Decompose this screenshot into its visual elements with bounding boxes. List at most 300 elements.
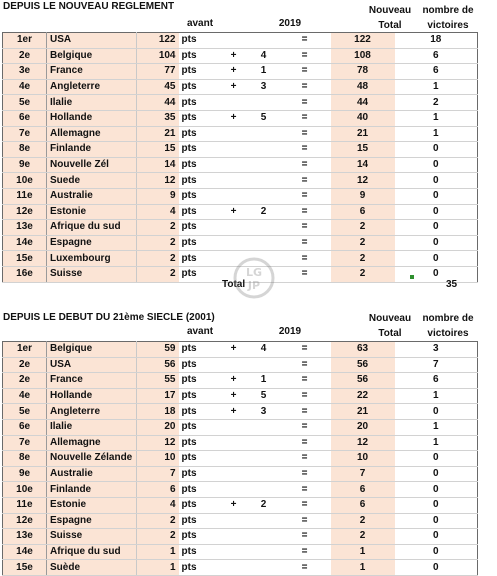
victories-cell: 0 bbox=[395, 451, 478, 467]
cell-marker bbox=[410, 275, 414, 279]
country-cell: Allemagne bbox=[47, 126, 137, 142]
country-cell: Finlande bbox=[47, 142, 137, 158]
new-total-cell: 2 bbox=[331, 220, 395, 236]
rank-cell: 15e bbox=[3, 560, 47, 576]
country-cell: Hollande bbox=[47, 388, 137, 404]
victories-cell: 0 bbox=[395, 529, 478, 545]
country-cell: USA bbox=[47, 33, 137, 49]
table-row bbox=[3, 95, 478, 111]
equals-sign-cell: = bbox=[279, 188, 331, 204]
avant-points-cell: 77 bbox=[137, 64, 179, 80]
equals-sign-cell: = bbox=[279, 466, 331, 482]
country-cell: Suède bbox=[47, 560, 137, 576]
equals-sign-cell: = bbox=[279, 33, 331, 49]
victories-cell: 0 bbox=[395, 544, 478, 560]
equals-sign-cell: = bbox=[279, 482, 331, 498]
points-2019-cell bbox=[249, 435, 279, 451]
total-label: Total bbox=[222, 279, 246, 290]
rank-cell: 2e bbox=[3, 48, 47, 64]
plus-sign-cell: + bbox=[219, 48, 249, 64]
victories-cell: 7 bbox=[395, 357, 478, 373]
plus-sign-cell bbox=[219, 33, 249, 49]
new-total-cell: 22 bbox=[331, 388, 395, 404]
new-total-cell: 63 bbox=[331, 342, 395, 358]
pts-unit-cell: pts bbox=[179, 435, 219, 451]
table-row bbox=[3, 142, 478, 158]
equals-sign-cell: = bbox=[279, 560, 331, 576]
pts-unit-cell: pts bbox=[179, 466, 219, 482]
new-total-cell: 1 bbox=[331, 544, 395, 560]
avant-points-cell: 2 bbox=[137, 266, 179, 282]
rank-cell: 2e bbox=[3, 373, 47, 389]
pts-unit-cell: pts bbox=[179, 142, 219, 158]
victories-cell: 0 bbox=[395, 142, 478, 158]
table-row bbox=[3, 79, 478, 95]
pts-unit-cell: pts bbox=[179, 497, 219, 513]
new-total-cell: 48 bbox=[331, 79, 395, 95]
avant-points-cell: 4 bbox=[137, 497, 179, 513]
points-2019-cell bbox=[249, 188, 279, 204]
ranking-table-21st-century bbox=[2, 341, 478, 576]
new-total-cell: 44 bbox=[331, 95, 395, 111]
avant-points-cell: 12 bbox=[137, 435, 179, 451]
country-cell: Angleterre bbox=[47, 404, 137, 420]
table-row bbox=[3, 33, 478, 49]
equals-sign-cell: = bbox=[279, 342, 331, 358]
victories-cell: 6 bbox=[395, 48, 478, 64]
equals-sign-cell: = bbox=[279, 497, 331, 513]
plus-sign-cell: + bbox=[219, 204, 249, 220]
avant-points-cell: 104 bbox=[137, 48, 179, 64]
avant-points-cell: 35 bbox=[137, 110, 179, 126]
avant-points-cell: 17 bbox=[137, 388, 179, 404]
equals-sign-cell: = bbox=[279, 513, 331, 529]
points-2019-cell bbox=[249, 142, 279, 158]
avant-points-cell: 10 bbox=[137, 451, 179, 467]
ranking-table-new-rules bbox=[2, 32, 478, 283]
rank-cell: 3e bbox=[3, 64, 47, 80]
country-cell: Allemagne bbox=[47, 435, 137, 451]
new-total-cell: 6 bbox=[331, 497, 395, 513]
avant-points-cell: 12 bbox=[137, 173, 179, 189]
points-2019-cell bbox=[249, 157, 279, 173]
table-row bbox=[3, 64, 478, 80]
rank-cell: 11e bbox=[3, 497, 47, 513]
rank-cell: 13e bbox=[3, 220, 47, 236]
avant-points-cell: 4 bbox=[137, 204, 179, 220]
rank-cell: 6e bbox=[3, 419, 47, 435]
rank-cell: 1er bbox=[3, 33, 47, 49]
points-2019-cell bbox=[249, 544, 279, 560]
pts-unit-cell: pts bbox=[179, 220, 219, 236]
plus-sign-cell bbox=[219, 419, 249, 435]
points-2019-cell: 1 bbox=[249, 373, 279, 389]
table-row bbox=[3, 373, 478, 389]
pts-unit-cell: pts bbox=[179, 79, 219, 95]
avant-points-cell: 2 bbox=[137, 513, 179, 529]
new-total-cell: 9 bbox=[331, 188, 395, 204]
table-row bbox=[3, 513, 478, 529]
plus-sign-cell bbox=[219, 451, 249, 467]
victories-cell: 0 bbox=[395, 497, 478, 513]
new-total-cell: 21 bbox=[331, 126, 395, 142]
plus-sign-cell bbox=[219, 513, 249, 529]
victories-cell: 1 bbox=[395, 126, 478, 142]
plus-sign-cell bbox=[219, 95, 249, 111]
avant-points-cell: 6 bbox=[137, 482, 179, 498]
avant-points-cell: 18 bbox=[137, 404, 179, 420]
rank-cell: 5e bbox=[3, 404, 47, 420]
svg-text:LG: LG bbox=[245, 266, 263, 279]
plus-sign-cell bbox=[219, 544, 249, 560]
table-row bbox=[3, 529, 478, 545]
plus-sign-cell: + bbox=[219, 373, 249, 389]
victories-cell: 2 bbox=[395, 95, 478, 111]
pts-unit-cell: pts bbox=[179, 451, 219, 467]
plus-sign-cell bbox=[219, 126, 249, 142]
table-row bbox=[3, 404, 478, 420]
rank-cell: 2e bbox=[3, 357, 47, 373]
pts-unit-cell: pts bbox=[179, 204, 219, 220]
equals-sign-cell: = bbox=[279, 451, 331, 467]
table-row bbox=[3, 451, 478, 467]
section-title: DEPUIS LE DEBUT DU 21ème SIECLE (2001) bbox=[3, 312, 215, 323]
points-2019-cell bbox=[249, 235, 279, 251]
new-total-cell: 6 bbox=[331, 482, 395, 498]
pts-unit-cell: pts bbox=[179, 342, 219, 358]
plus-sign-cell: + bbox=[219, 388, 249, 404]
pts-unit-cell: pts bbox=[179, 513, 219, 529]
plus-sign-cell: + bbox=[219, 342, 249, 358]
new-total-cell: 21 bbox=[331, 404, 395, 420]
victories-cell: 1 bbox=[395, 419, 478, 435]
table-row bbox=[3, 157, 478, 173]
pts-unit-cell: pts bbox=[179, 235, 219, 251]
victories-cell: 1 bbox=[395, 388, 478, 404]
equals-sign-cell: = bbox=[279, 142, 331, 158]
avant-points-cell: 2 bbox=[137, 235, 179, 251]
plus-sign-cell: + bbox=[219, 64, 249, 80]
equals-sign-cell: = bbox=[279, 544, 331, 560]
equals-sign-cell: = bbox=[279, 126, 331, 142]
points-2019-cell bbox=[249, 173, 279, 189]
country-cell: Belgique bbox=[47, 48, 137, 64]
rank-cell: 8e bbox=[3, 142, 47, 158]
pts-unit-cell: pts bbox=[179, 529, 219, 545]
rank-cell: 13e bbox=[3, 529, 47, 545]
table-row bbox=[3, 419, 478, 435]
points-2019-cell bbox=[249, 466, 279, 482]
new-total-cell: 108 bbox=[331, 48, 395, 64]
new-total-cell: 15 bbox=[331, 142, 395, 158]
victories-cell: 0 bbox=[395, 188, 478, 204]
new-total-cell: 14 bbox=[331, 157, 395, 173]
new-total-cell: 20 bbox=[331, 419, 395, 435]
victories-cell: 0 bbox=[395, 560, 478, 576]
equals-sign-cell: = bbox=[279, 235, 331, 251]
equals-sign-cell: = bbox=[279, 220, 331, 236]
equals-sign-cell: = bbox=[279, 388, 331, 404]
country-cell: Ilalie bbox=[47, 95, 137, 111]
table-row bbox=[3, 110, 478, 126]
points-2019-cell bbox=[249, 95, 279, 111]
victories-cell: 0 bbox=[395, 466, 478, 482]
pts-unit-cell: pts bbox=[179, 173, 219, 189]
table-row bbox=[3, 560, 478, 576]
victories-cell: 1 bbox=[395, 110, 478, 126]
victories-cell: 0 bbox=[395, 157, 478, 173]
victories-cell: 0 bbox=[395, 513, 478, 529]
points-2019-cell: 2 bbox=[249, 497, 279, 513]
country-cell: Luxembourg bbox=[47, 251, 137, 267]
pts-unit-cell: pts bbox=[179, 251, 219, 267]
victories-cell: 0 bbox=[395, 404, 478, 420]
table-row bbox=[3, 235, 478, 251]
plus-sign-cell: + bbox=[219, 79, 249, 95]
country-cell: France bbox=[47, 64, 137, 80]
equals-sign-cell: = bbox=[279, 173, 331, 189]
points-2019-cell bbox=[249, 419, 279, 435]
new-total-cell: 2 bbox=[331, 513, 395, 529]
victories-cell: 0 bbox=[395, 173, 478, 189]
victories-cell: 0 bbox=[395, 235, 478, 251]
points-2019-cell: 5 bbox=[249, 110, 279, 126]
points-2019-cell bbox=[249, 560, 279, 576]
table-row bbox=[3, 497, 478, 513]
rank-cell: 9e bbox=[3, 157, 47, 173]
avant-points-cell: 21 bbox=[137, 126, 179, 142]
table-row bbox=[3, 48, 478, 64]
table-row bbox=[3, 173, 478, 189]
equals-sign-cell: = bbox=[279, 419, 331, 435]
pts-unit-cell: pts bbox=[179, 404, 219, 420]
new-total-cell: 2 bbox=[331, 266, 395, 282]
new-total-cell: 56 bbox=[331, 357, 395, 373]
rank-cell: 15e bbox=[3, 251, 47, 267]
header-year: 2019 bbox=[278, 326, 302, 337]
rank-cell: 10e bbox=[3, 173, 47, 189]
country-cell: Estonie bbox=[47, 204, 137, 220]
rank-cell: 11e bbox=[3, 188, 47, 204]
victories-cell: 1 bbox=[395, 435, 478, 451]
pts-unit-cell: pts bbox=[179, 544, 219, 560]
plus-sign-cell bbox=[219, 220, 249, 236]
points-2019-cell: 3 bbox=[249, 404, 279, 420]
country-cell: Suisse bbox=[47, 529, 137, 545]
table-row bbox=[3, 204, 478, 220]
new-total-cell: 2 bbox=[331, 251, 395, 267]
country-cell: Ilalie bbox=[47, 419, 137, 435]
avant-points-cell: 122 bbox=[137, 33, 179, 49]
rank-cell: 16e bbox=[3, 266, 47, 282]
pts-unit-cell: pts bbox=[179, 33, 219, 49]
rank-cell: 6e bbox=[3, 110, 47, 126]
points-2019-cell bbox=[249, 126, 279, 142]
pts-unit-cell: pts bbox=[179, 95, 219, 111]
avant-points-cell: 9 bbox=[137, 188, 179, 204]
pts-unit-cell: pts bbox=[179, 157, 219, 173]
table-row bbox=[3, 126, 478, 142]
new-total-cell: 12 bbox=[331, 435, 395, 451]
new-total-cell: 1 bbox=[331, 560, 395, 576]
header-total: Total bbox=[378, 328, 402, 339]
equals-sign-cell: = bbox=[279, 435, 331, 451]
header-nouveau: Nouveau bbox=[368, 5, 412, 16]
new-total-cell: 78 bbox=[331, 64, 395, 80]
points-2019-cell bbox=[249, 513, 279, 529]
equals-sign-cell: = bbox=[279, 79, 331, 95]
avant-points-cell: 1 bbox=[137, 560, 179, 576]
country-cell: Suisse bbox=[47, 266, 137, 282]
new-total-cell: 2 bbox=[331, 235, 395, 251]
header-nombre-de: nombre de bbox=[422, 313, 474, 324]
country-cell: USA bbox=[47, 357, 137, 373]
avant-points-cell: 56 bbox=[137, 357, 179, 373]
header-avant: avant bbox=[186, 326, 214, 337]
equals-sign-cell: = bbox=[279, 529, 331, 545]
header-total: Total bbox=[378, 20, 402, 31]
country-cell: Australie bbox=[47, 188, 137, 204]
plus-sign-cell bbox=[219, 482, 249, 498]
plus-sign-cell bbox=[219, 435, 249, 451]
plus-sign-cell bbox=[219, 560, 249, 576]
country-cell: Afrique du sud bbox=[47, 544, 137, 560]
table-row bbox=[3, 342, 478, 358]
country-cell: Afrique du sud bbox=[47, 220, 137, 236]
equals-sign-cell: = bbox=[279, 204, 331, 220]
pts-unit-cell: pts bbox=[179, 419, 219, 435]
equals-sign-cell: = bbox=[279, 48, 331, 64]
new-total-cell: 2 bbox=[331, 529, 395, 545]
plus-sign-cell: + bbox=[219, 110, 249, 126]
plus-sign-cell bbox=[219, 157, 249, 173]
new-total-cell: 40 bbox=[331, 110, 395, 126]
avant-points-cell: 7 bbox=[137, 466, 179, 482]
points-2019-cell: 5 bbox=[249, 388, 279, 404]
new-total-cell: 10 bbox=[331, 451, 395, 467]
points-2019-cell: 3 bbox=[249, 79, 279, 95]
equals-sign-cell: = bbox=[279, 404, 331, 420]
header-victoires: victoires bbox=[427, 328, 469, 339]
country-cell: Espagne bbox=[47, 513, 137, 529]
points-2019-cell: 2 bbox=[249, 204, 279, 220]
header-nouveau: Nouveau bbox=[368, 313, 412, 324]
country-cell: Nouvelle Zélande bbox=[47, 451, 137, 467]
pts-unit-cell: pts bbox=[179, 357, 219, 373]
rank-cell: 1er bbox=[3, 342, 47, 358]
avant-points-cell: 15 bbox=[137, 142, 179, 158]
plus-sign-cell bbox=[219, 188, 249, 204]
victories-cell: 3 bbox=[395, 342, 478, 358]
pts-unit-cell: pts bbox=[179, 64, 219, 80]
victories-cell: 6 bbox=[395, 64, 478, 80]
country-cell: Espagne bbox=[47, 235, 137, 251]
watermark-logo-icon bbox=[232, 256, 276, 300]
equals-sign-cell: = bbox=[279, 266, 331, 282]
plus-sign-cell bbox=[219, 466, 249, 482]
equals-sign-cell: = bbox=[279, 64, 331, 80]
pts-unit-cell: pts bbox=[179, 110, 219, 126]
victories-cell: 0 bbox=[395, 482, 478, 498]
points-2019-cell: 4 bbox=[249, 48, 279, 64]
equals-sign-cell: = bbox=[279, 357, 331, 373]
plus-sign-cell bbox=[219, 173, 249, 189]
avant-points-cell: 2 bbox=[137, 251, 179, 267]
rank-cell: 10e bbox=[3, 482, 47, 498]
victories-cell: 6 bbox=[395, 373, 478, 389]
pts-unit-cell: pts bbox=[179, 373, 219, 389]
country-cell: Australie bbox=[47, 466, 137, 482]
plus-sign-cell bbox=[219, 235, 249, 251]
rank-cell: 12e bbox=[3, 204, 47, 220]
new-total-cell: 6 bbox=[331, 204, 395, 220]
points-2019-cell bbox=[249, 220, 279, 236]
table-row bbox=[3, 220, 478, 236]
country-cell: Nouvelle Zél bbox=[47, 157, 137, 173]
header-avant: avant bbox=[186, 18, 214, 29]
country-cell: Angleterre bbox=[47, 79, 137, 95]
pts-unit-cell: pts bbox=[179, 48, 219, 64]
table-row bbox=[3, 544, 478, 560]
avant-points-cell: 45 bbox=[137, 79, 179, 95]
avant-points-cell: 2 bbox=[137, 529, 179, 545]
equals-sign-cell: = bbox=[279, 251, 331, 267]
rank-cell: 8e bbox=[3, 451, 47, 467]
equals-sign-cell: = bbox=[279, 95, 331, 111]
avant-points-cell: 44 bbox=[137, 95, 179, 111]
table-row bbox=[3, 188, 478, 204]
rank-cell: 7e bbox=[3, 435, 47, 451]
plus-sign-cell bbox=[219, 357, 249, 373]
section-title: DEPUIS LE NOUVEAU REGLEMENT bbox=[3, 1, 175, 12]
country-cell: Finlande bbox=[47, 482, 137, 498]
table-row bbox=[3, 388, 478, 404]
table-row bbox=[3, 482, 478, 498]
pts-unit-cell: pts bbox=[179, 266, 219, 282]
country-cell: Hollande bbox=[47, 110, 137, 126]
svg-text:JP: JP bbox=[247, 279, 261, 292]
plus-sign-cell: + bbox=[219, 497, 249, 513]
rank-cell: 4e bbox=[3, 388, 47, 404]
points-2019-cell bbox=[249, 451, 279, 467]
header-nombre-de: nombre de bbox=[422, 5, 474, 16]
pts-unit-cell: pts bbox=[179, 482, 219, 498]
pts-unit-cell: pts bbox=[179, 188, 219, 204]
rank-cell: 12e bbox=[3, 513, 47, 529]
country-cell: Estonie bbox=[47, 497, 137, 513]
rank-cell: 5e bbox=[3, 95, 47, 111]
pts-unit-cell: pts bbox=[179, 560, 219, 576]
new-total-cell: 56 bbox=[331, 373, 395, 389]
equals-sign-cell: = bbox=[279, 373, 331, 389]
equals-sign-cell: = bbox=[279, 110, 331, 126]
equals-sign-cell: = bbox=[279, 157, 331, 173]
avant-points-cell: 2 bbox=[137, 220, 179, 236]
points-2019-cell bbox=[249, 33, 279, 49]
new-total-cell: 7 bbox=[331, 466, 395, 482]
victories-cell: 18 bbox=[395, 33, 478, 49]
new-total-cell: 12 bbox=[331, 173, 395, 189]
avant-points-cell: 59 bbox=[137, 342, 179, 358]
plus-sign-cell: + bbox=[219, 404, 249, 420]
rank-cell: 14e bbox=[3, 235, 47, 251]
header-victoires: victoires bbox=[427, 20, 469, 31]
plus-sign-cell bbox=[219, 142, 249, 158]
rank-cell: 4e bbox=[3, 79, 47, 95]
avant-points-cell: 20 bbox=[137, 419, 179, 435]
victories-cell: 0 bbox=[395, 251, 478, 267]
plus-sign-cell bbox=[219, 529, 249, 545]
